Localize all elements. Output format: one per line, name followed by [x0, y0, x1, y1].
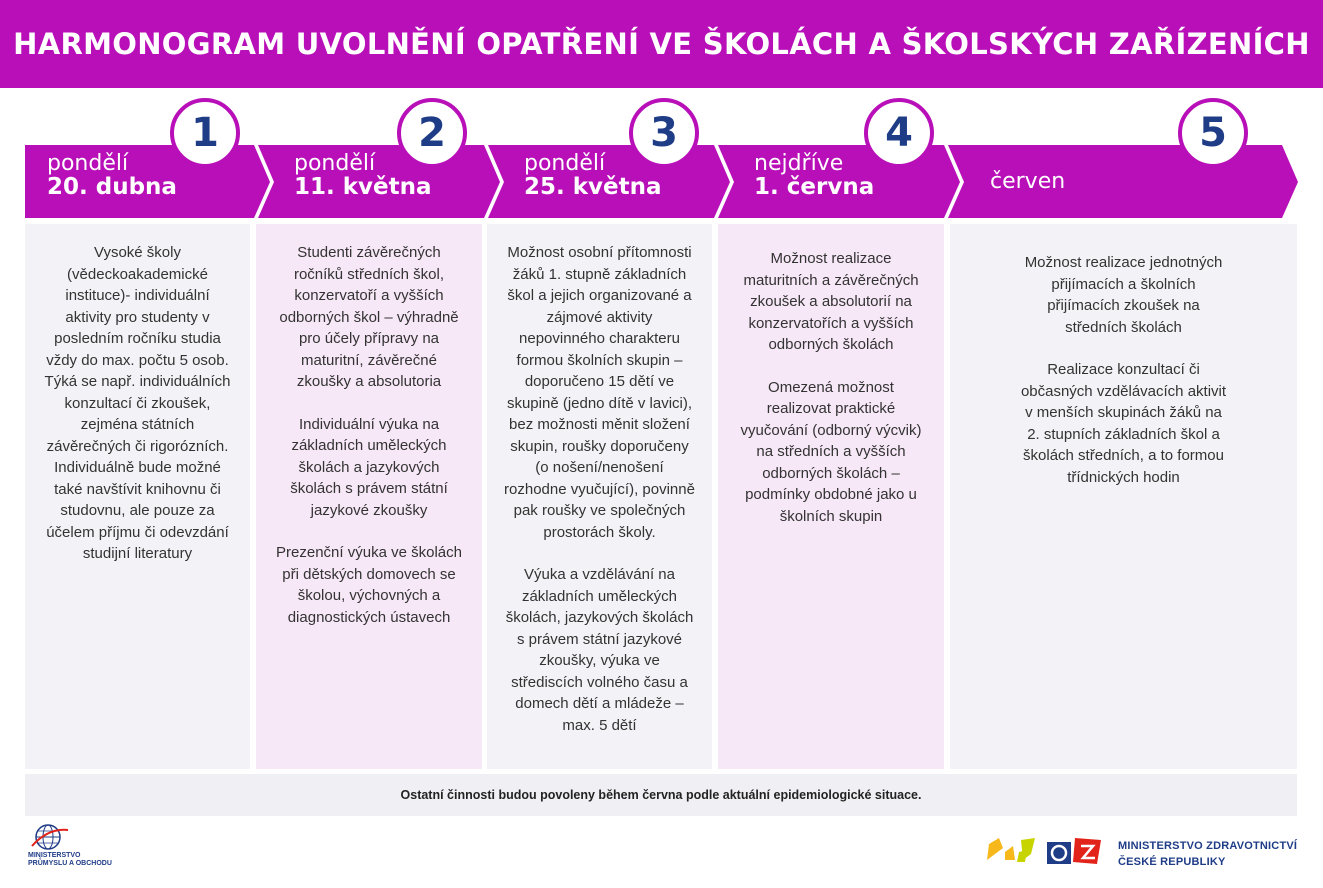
step-column-4 — [718, 224, 944, 769]
mz-logo-line2: ČESKÉ REPUBLIKY — [1118, 856, 1226, 868]
step-paragraph: Možnost osobní přítomnosti žáků 1. stupně základních škol a jejich organizované a zájmové aktivity nepovinného charakteru formou školních skupin – doporučeno 15 dětí ve skupině (jedno dítě v lavici), bez možnosti měnit složení skupin, roušky doporučeny (o nošení/nenošení rozhodne vyučující), povinně pak roušky ve společných prostorách školy. — [504, 244, 695, 541]
step-date-3 — [524, 152, 662, 199]
step-paragraph: Realizace konzultací či občasných vzdělávacích aktivit v menších skupinách žáků na 2. stupních základních škol a školách středních, a to formou třídnických hodin — [1020, 361, 1227, 486]
step-number-5: 5 — [1178, 98, 1248, 168]
step-number-4: 4 — [864, 98, 934, 168]
step-paragraph: Vysoké školy (vědeckoakademické instituce)- individuální aktivity pro studenty v posledním ročníku studia vždy do max. počtu 5 osob. Týká se např. individuálních konzultací či zkoušek, zejména státních závěrečných či rigorózních. Individuálně bude možné také navštívit knihovnu či studovnu, ale pouze za účelem příjmu či odevzdání studijní literatury — [44, 244, 231, 562]
mpo-logo — [28, 822, 138, 872]
step-day-label: červen — [990, 169, 1066, 194]
step-date-label: 11. května — [294, 174, 432, 201]
globe-logo-icon — [28, 822, 76, 852]
step-paragraph: Možnost realizace maturitních a závěrečných zkoušek a absolutorií na konzervatořích a vyšších odborných školách — [743, 250, 919, 353]
step-paragraph: Studenti závěrečných ročníků středních škol, konzervatoří a vyšších odborných škol – výhradně pro účely přípravy na maturitní, závěrečné zkoušky a absolutoria — [279, 244, 459, 390]
step-paragraph: Prezenční výuka ve školách při dětských domovech se školou, výchovných a diagnostických ústavech — [276, 544, 462, 626]
step-date-4 — [754, 152, 874, 199]
step-paragraph: Individuální výuka na základních uměleckých školách a jazykových školách s právem státní jazykové zkoušky — [290, 415, 448, 519]
step-date-2 — [294, 152, 432, 199]
step-date-label: 20. dubna — [47, 174, 177, 201]
step-day-label: nejdříve — [754, 151, 844, 176]
step-column-3 — [487, 224, 712, 769]
step-column-5 — [950, 224, 1297, 769]
title-banner — [0, 0, 1323, 88]
step-column-2 — [256, 224, 482, 769]
step-number-1: 1 — [170, 98, 240, 168]
mz-logo-text — [1118, 838, 1297, 870]
step-number-2: 2 — [397, 98, 467, 168]
step-date-1 — [47, 152, 177, 199]
mpo-logo-line2: PRŮMYSLU A OBCHODU — [28, 860, 112, 867]
mz-logo-icon — [985, 834, 1105, 868]
mpo-logo-text — [28, 852, 112, 868]
step-day-label: pondělí — [47, 151, 129, 176]
mpo-logo-line1: MINISTERSTVO — [28, 852, 81, 859]
page-title: HARMONOGRAM UVOLNĚNÍ OPATŘENÍ VE ŠKOLÁCH A ŠKOLSKÝCH ZAŘÍZENÍCH — [13, 27, 1310, 61]
step-date-label: 25. května — [524, 174, 662, 201]
step-day-label: pondělí — [294, 151, 376, 176]
step-date-label: 1. června — [754, 174, 875, 201]
step-column-1 — [25, 224, 250, 769]
step-paragraph: Omezená možnost realizovat praktické vyučování (odborný výcvik) na středních a vyšších odborných školách – podmínky obdobné jako u školních skupin — [740, 378, 922, 525]
step-day-label: pondělí — [524, 151, 606, 176]
step-paragraph: Výuka a vzdělávání na základních uměleckých školách, jazykových školách s právem státní jazykové zkoušky, výuka ve střediscích volného času a domech dětí a mládeže – max. 5 dětí — [505, 566, 694, 734]
footer-note: Ostatní činnosti budou povoleny během června podle aktuální epidemiologické situace. — [25, 774, 1297, 816]
step-number-3: 3 — [629, 98, 699, 168]
mz-logo-line1: MINISTERSTVO ZDRAVOTNICTVÍ — [1118, 840, 1298, 852]
step-paragraph: Možnost realizace jednotných přijímacích a školních přijímacích zkoušek na středních školách — [1024, 254, 1223, 336]
step-date-5 — [990, 170, 1065, 193]
